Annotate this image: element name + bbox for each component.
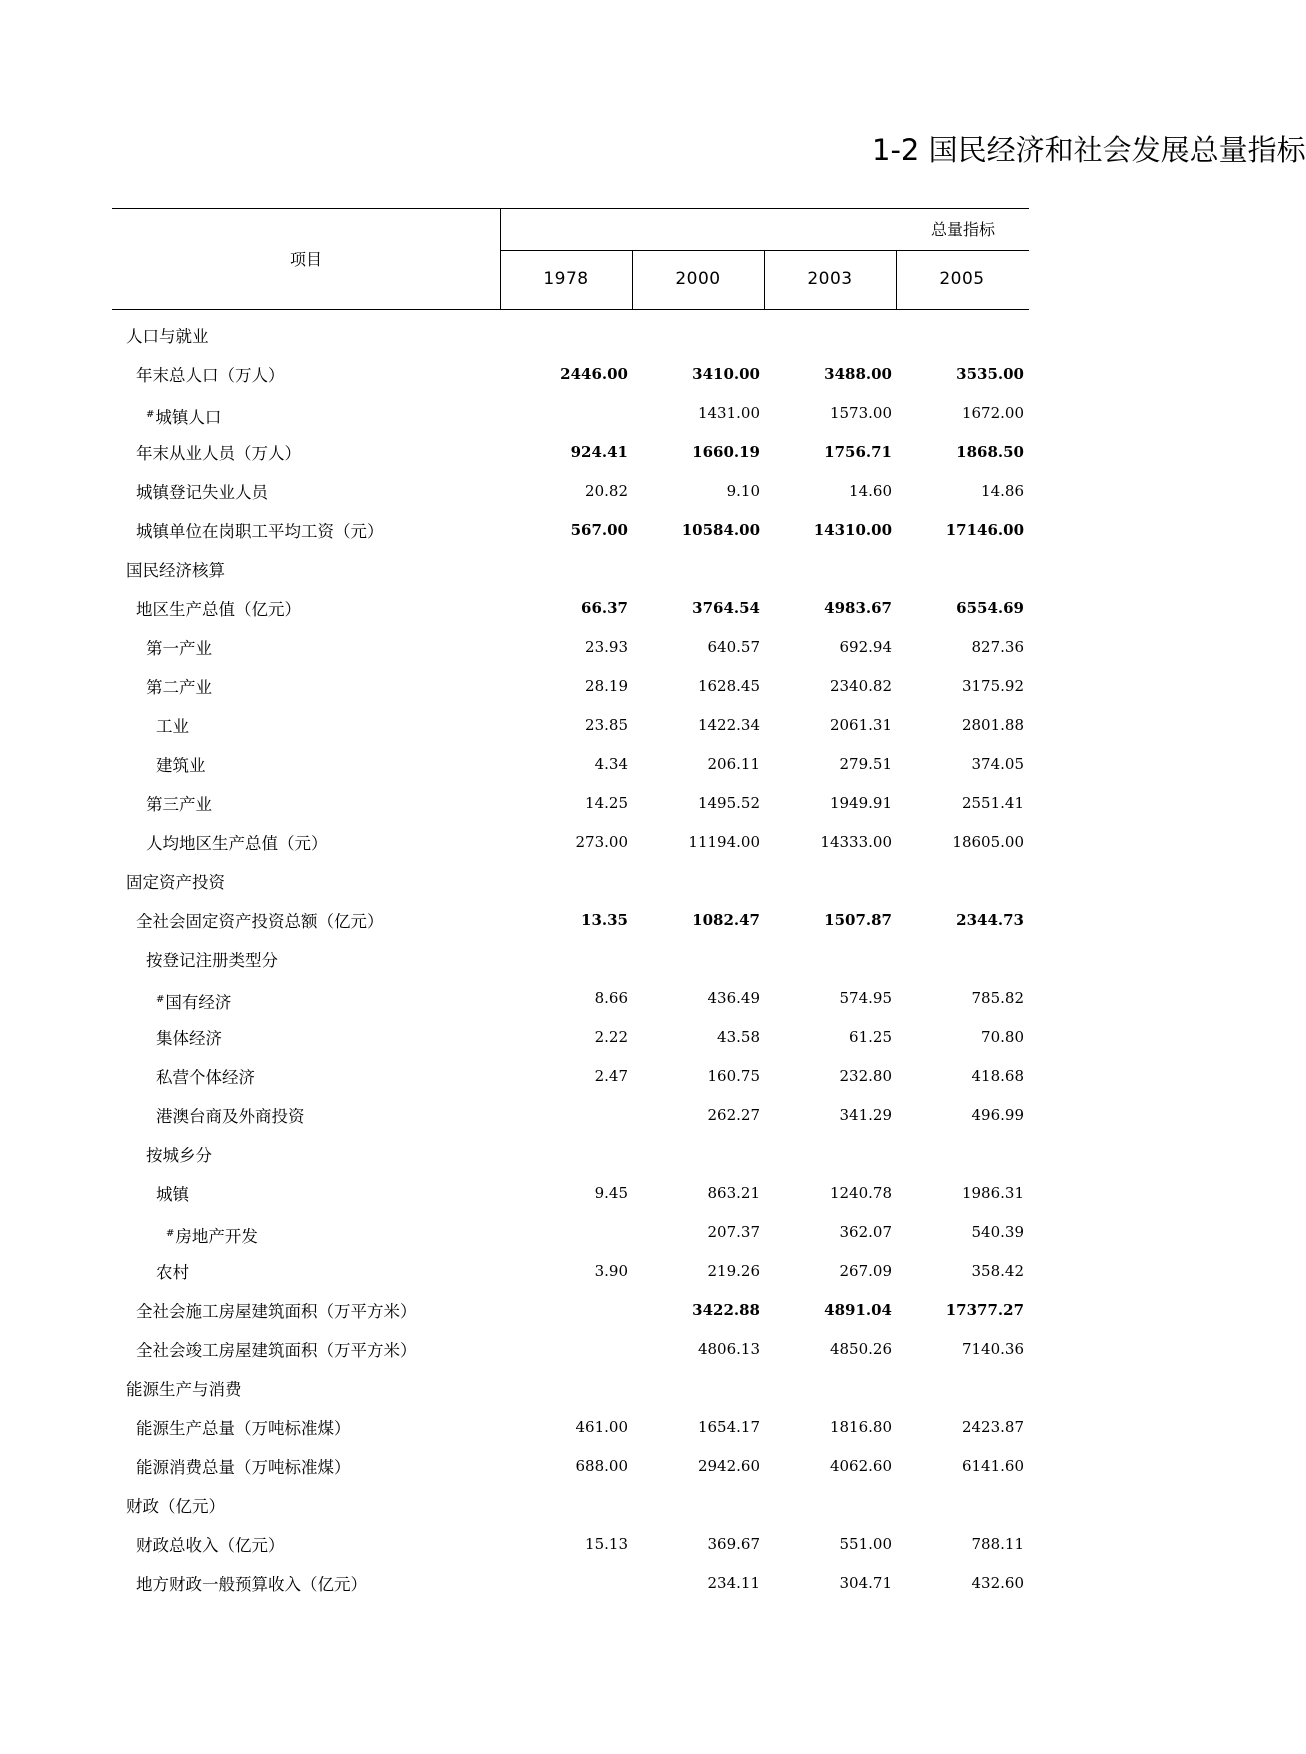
table-row — [112, 356, 1029, 395]
table-row — [112, 395, 1029, 434]
table-row — [112, 1565, 1029, 1604]
row-label — [136, 1292, 417, 1332]
table-cell: 9.10 — [726, 482, 760, 500]
column-header-year: 2000 — [675, 269, 721, 289]
table-cell: 13.35 — [581, 911, 628, 929]
table-row — [112, 824, 1029, 863]
row-label — [146, 668, 212, 708]
table-cell: 1422.34 — [697, 716, 760, 734]
table-cell: 3535.00 — [956, 365, 1024, 383]
row-label — [136, 512, 384, 552]
row-label-text: 城镇单位在岗职工平均工资（元） — [136, 522, 384, 541]
row-label-text: 能源消费总量（万吨标准煤） — [136, 1458, 351, 1477]
row-label-text: 国有经济 — [165, 993, 232, 1012]
table-cell: 279.51 — [839, 755, 892, 773]
table-row — [112, 434, 1029, 473]
row-label — [136, 1448, 351, 1488]
table-cell: 358.42 — [971, 1262, 1024, 1280]
table-cell: 1949.91 — [829, 794, 892, 812]
row-label-text: 第一产业 — [146, 639, 212, 658]
row-label — [136, 902, 384, 942]
table-cell: 232.80 — [839, 1067, 892, 1085]
table-cell: 3410.00 — [692, 365, 760, 383]
row-label-text: 集体经济 — [156, 1029, 222, 1048]
row-label — [136, 434, 301, 474]
row-label-text: 财政总收入（亿元） — [136, 1536, 285, 1555]
row-label-text: 国民经济核算 — [126, 561, 225, 580]
table-cell: 1672.00 — [961, 404, 1024, 422]
table-row — [112, 1292, 1029, 1331]
row-label-text: 城镇人口 — [155, 408, 222, 427]
row-label — [156, 1058, 255, 1098]
table-cell: 2344.73 — [956, 911, 1024, 929]
row-label — [126, 1487, 225, 1527]
table-cell: 2423.87 — [961, 1418, 1024, 1436]
table-cell: 267.09 — [839, 1262, 892, 1280]
table-row — [112, 1097, 1029, 1136]
row-label — [166, 1214, 258, 1257]
table-cell: 788.11 — [971, 1535, 1024, 1553]
table-row — [112, 473, 1029, 512]
table-row — [112, 1019, 1029, 1058]
table-cell: 17377.27 — [945, 1301, 1024, 1319]
table-cell: 4891.04 — [824, 1301, 892, 1319]
table-cell: 4062.60 — [829, 1457, 892, 1475]
table-cell: 1507.87 — [824, 911, 892, 929]
row-label-text: 按登记注册类型分 — [146, 951, 278, 970]
row-label — [136, 1526, 285, 1566]
table-cell: 11194.00 — [688, 833, 760, 851]
table-body — [112, 317, 1029, 1604]
table-cell: 28.19 — [585, 677, 628, 695]
table-row — [112, 1058, 1029, 1097]
table-row — [112, 980, 1029, 1019]
table-cell: 567.00 — [570, 521, 628, 539]
row-label-text: 城镇 — [156, 1185, 189, 1204]
table-cell: 2942.60 — [697, 1457, 760, 1475]
row-label-text: 年末总人口（万人） — [136, 366, 285, 385]
table-row — [112, 668, 1029, 707]
header-bottom-rule — [112, 309, 1029, 310]
row-label — [136, 1409, 351, 1449]
table-row — [112, 590, 1029, 629]
table-row — [112, 1409, 1029, 1448]
table-row — [112, 629, 1029, 668]
table-cell: 1654.17 — [697, 1418, 760, 1436]
row-label — [146, 785, 212, 825]
column-header-item: 项目 — [289, 250, 322, 269]
footnote-mark: # — [166, 1228, 175, 1239]
row-label — [156, 1019, 222, 1059]
table-cell: 14333.00 — [820, 833, 892, 851]
table-cell: 1495.52 — [697, 794, 760, 812]
table-cell: 785.82 — [971, 989, 1024, 1007]
table-cell: 4.34 — [594, 755, 628, 773]
table-cell: 160.75 — [707, 1067, 760, 1085]
table-cell: 3764.54 — [692, 599, 760, 617]
table-cell: 66.37 — [581, 599, 628, 617]
table-cell: 1868.50 — [956, 443, 1024, 461]
table-cell: 70.80 — [981, 1028, 1024, 1046]
table-cell: 6141.60 — [961, 1457, 1024, 1475]
table-top-rule — [112, 208, 1029, 209]
row-label — [136, 1331, 417, 1371]
row-label — [156, 746, 206, 786]
table-cell: 2801.88 — [961, 716, 1024, 734]
table-cell: 551.00 — [839, 1535, 892, 1553]
table-cell: 14310.00 — [813, 521, 892, 539]
table-cell: 461.00 — [575, 1418, 628, 1436]
row-label-text: 全社会竣工房屋建筑面积（万平方米） — [136, 1341, 417, 1360]
table-cell: 2.47 — [594, 1067, 628, 1085]
table-cell: 17146.00 — [945, 521, 1024, 539]
row-label — [136, 473, 268, 513]
table-cell: 924.41 — [570, 443, 628, 461]
row-label-text: 房地产开发 — [175, 1227, 258, 1246]
table-cell: 219.26 — [707, 1262, 760, 1280]
table-cell: 23.85 — [585, 716, 628, 734]
footnote-mark: # — [156, 994, 165, 1005]
row-label — [156, 980, 231, 1023]
table-row — [112, 512, 1029, 551]
table-row — [112, 941, 1029, 980]
table-cell: 369.67 — [707, 1535, 760, 1553]
table-cell: 2446.00 — [560, 365, 628, 383]
row-label — [126, 317, 209, 357]
table-cell: 2340.82 — [829, 677, 892, 695]
table-cell: 1431.00 — [697, 404, 760, 422]
table-cell: 207.37 — [707, 1223, 760, 1241]
table-cell: 1756.71 — [824, 443, 892, 461]
table-cell: 362.07 — [839, 1223, 892, 1241]
row-label-text: 按城乡分 — [146, 1146, 212, 1165]
table-row — [112, 551, 1029, 590]
row-label — [146, 824, 328, 864]
row-label-text: 地区生产总值（亿元） — [136, 600, 301, 619]
table-cell: 61.25 — [849, 1028, 892, 1046]
table-cell: 2.22 — [594, 1028, 628, 1046]
row-label-text: 人均地区生产总值（元） — [146, 834, 328, 853]
table-cell: 18605.00 — [952, 833, 1024, 851]
table-row — [112, 1331, 1029, 1370]
table-cell: 273.00 — [575, 833, 628, 851]
row-label-text: 能源生产总量（万吨标准煤） — [136, 1419, 351, 1438]
row-label-text: 工业 — [156, 717, 189, 736]
table-cell: 206.11 — [707, 755, 760, 773]
table-row — [112, 1253, 1029, 1292]
footnote-mark: # — [146, 409, 155, 420]
row-label-text: 固定资产投资 — [126, 873, 225, 892]
table-cell: 341.29 — [839, 1106, 892, 1124]
table-cell: 496.99 — [971, 1106, 1024, 1124]
table-cell: 304.71 — [839, 1574, 892, 1592]
row-label-text: 年末从业人员（万人） — [136, 444, 301, 463]
row-label-text: 全社会固定资产投资总额（亿元） — [136, 912, 384, 931]
page-title: 1-2 国民经济和社会发展总量指标 — [872, 133, 1306, 167]
table-cell: 9.45 — [594, 1184, 628, 1202]
table-row — [112, 1448, 1029, 1487]
row-label-text: 地方财政一般预算收入（亿元） — [136, 1575, 367, 1594]
row-label-text: 城镇登记失业人员 — [136, 483, 268, 502]
table-row — [112, 1370, 1029, 1409]
table-row — [112, 863, 1029, 902]
table-cell: 7140.36 — [961, 1340, 1024, 1358]
table-cell: 1628.45 — [697, 677, 760, 695]
table-row — [112, 1136, 1029, 1175]
row-label — [146, 395, 221, 438]
table-cell: 640.57 — [707, 638, 760, 656]
table-cell: 4806.13 — [697, 1340, 760, 1358]
table-cell: 20.82 — [585, 482, 628, 500]
table-cell: 540.39 — [971, 1223, 1024, 1241]
table-cell: 4983.67 — [824, 599, 892, 617]
table-cell: 4850.26 — [829, 1340, 892, 1358]
row-label-text: 财政（亿元） — [126, 1497, 225, 1516]
table-cell: 574.95 — [839, 989, 892, 1007]
row-label — [136, 590, 301, 630]
row-label — [156, 1097, 305, 1137]
table-cell: 1816.80 — [829, 1418, 892, 1436]
row-label-text: 第三产业 — [146, 795, 212, 814]
row-label — [126, 1370, 242, 1410]
table-cell: 1573.00 — [829, 404, 892, 422]
row-label-text: 建筑业 — [156, 756, 206, 775]
table-row — [112, 1214, 1029, 1253]
table-cell: 1986.31 — [961, 1184, 1024, 1202]
table-cell: 374.05 — [971, 755, 1024, 773]
row-label — [156, 1175, 189, 1215]
table-cell: 418.68 — [971, 1067, 1024, 1085]
table-cell: 14.86 — [981, 482, 1024, 500]
table-cell: 863.21 — [707, 1184, 760, 1202]
table-row — [112, 1487, 1029, 1526]
table-row — [112, 746, 1029, 785]
row-label — [146, 941, 278, 981]
table-cell: 8.66 — [594, 989, 628, 1007]
row-label — [126, 551, 225, 591]
table-cell: 43.58 — [717, 1028, 760, 1046]
table-cell: 14.25 — [585, 794, 628, 812]
table-cell: 1082.47 — [692, 911, 760, 929]
row-label-text: 第二产业 — [146, 678, 212, 697]
table-cell: 23.93 — [585, 638, 628, 656]
row-label-text: 人口与就业 — [126, 327, 209, 346]
table-row — [112, 902, 1029, 941]
table-cell: 436.49 — [707, 989, 760, 1007]
table-cell: 692.94 — [839, 638, 892, 656]
column-group-header: 总量指标 — [930, 220, 995, 239]
table-cell: 3488.00 — [824, 365, 892, 383]
table-cell: 3175.92 — [961, 677, 1024, 695]
table-cell: 3422.88 — [692, 1301, 760, 1319]
table-cell: 1240.78 — [829, 1184, 892, 1202]
row-label-text: 全社会施工房屋建筑面积（万平方米） — [136, 1302, 417, 1321]
table-cell: 234.11 — [707, 1574, 760, 1592]
row-label — [146, 1136, 212, 1176]
table-cell: 10584.00 — [681, 521, 760, 539]
row-label — [126, 863, 225, 903]
row-label-text: 私营个体经济 — [156, 1068, 255, 1087]
table-cell: 688.00 — [575, 1457, 628, 1475]
row-label — [136, 1565, 367, 1605]
table-cell: 827.36 — [971, 638, 1024, 656]
table-cell: 432.60 — [971, 1574, 1024, 1592]
row-label — [146, 629, 212, 669]
table-cell: 2551.41 — [961, 794, 1024, 812]
table-cell: 1660.19 — [692, 443, 760, 461]
row-label-text: 港澳台商及外商投资 — [156, 1107, 305, 1126]
table-row — [112, 1175, 1029, 1214]
table-cell: 6554.69 — [956, 599, 1024, 617]
column-header-year: 1978 — [543, 269, 589, 289]
table-row — [112, 785, 1029, 824]
row-label-text: 能源生产与消费 — [126, 1380, 242, 1399]
row-label — [156, 1253, 189, 1293]
table-row — [112, 1526, 1029, 1565]
column-header-year: 2003 — [807, 269, 853, 289]
row-label — [156, 707, 189, 747]
row-label-text: 农村 — [156, 1263, 189, 1282]
table-cell: 14.60 — [849, 482, 892, 500]
table-row — [112, 707, 1029, 746]
column-header-year: 2005 — [939, 269, 985, 289]
table-cell: 3.90 — [594, 1262, 628, 1280]
table-row — [112, 317, 1029, 356]
row-label — [136, 356, 285, 396]
table-cell: 262.27 — [707, 1106, 760, 1124]
table-cell: 2061.31 — [829, 716, 892, 734]
table-cell: 15.13 — [585, 1535, 628, 1553]
